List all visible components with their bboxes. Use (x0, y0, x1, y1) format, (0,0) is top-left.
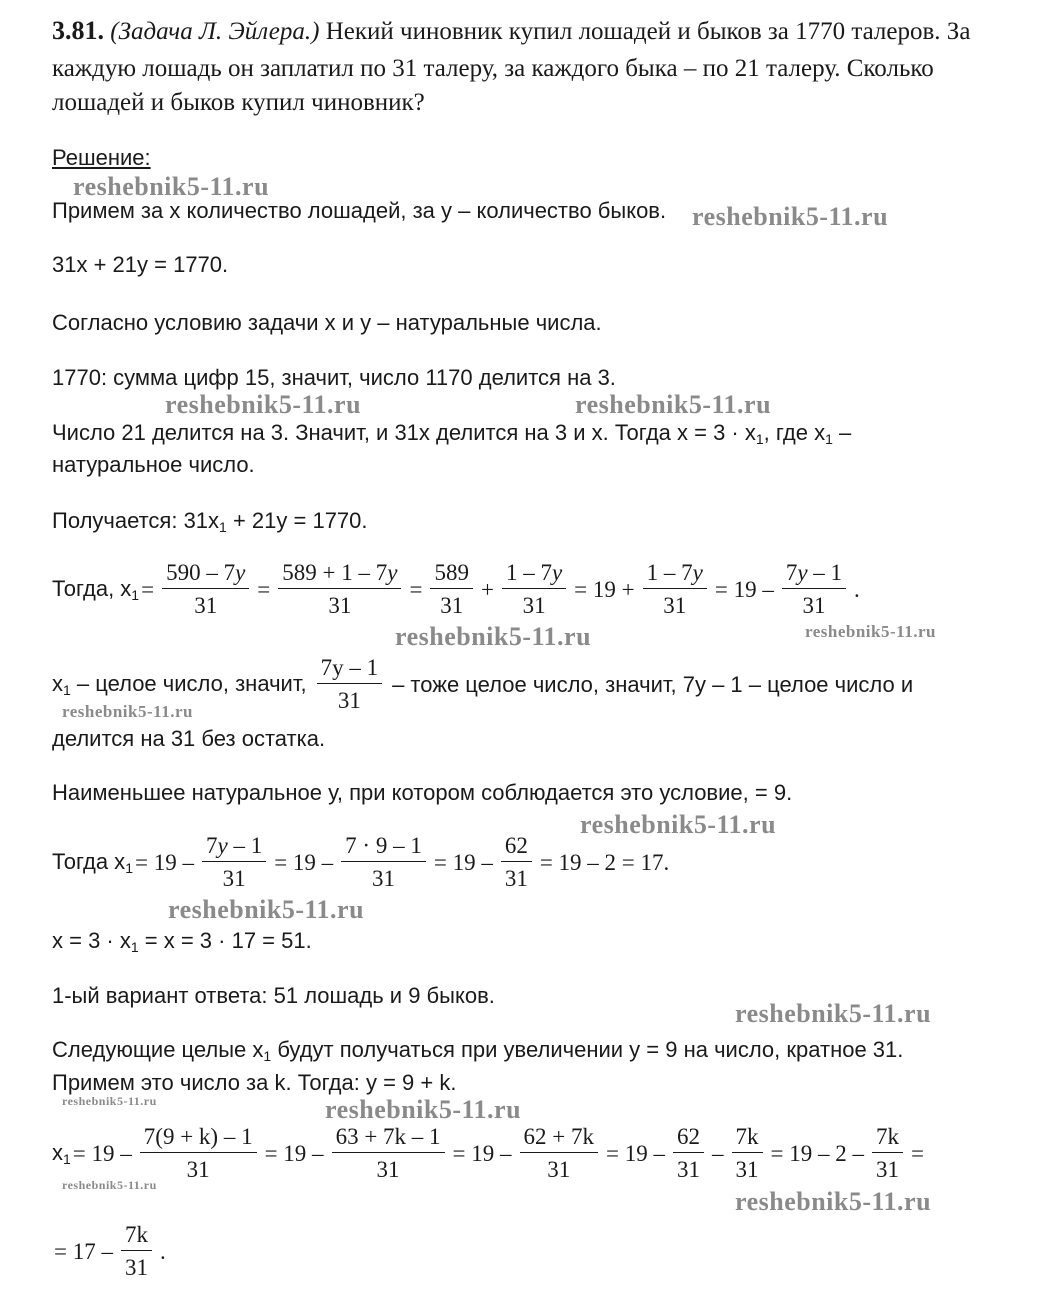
watermark: reshebnik5-11.ru (692, 202, 889, 231)
eq1-fraction-3: $\frac{589}{31}$ (430, 560, 473, 619)
eq1-fraction-4: $\frac{1 - 7y}{31}$ (502, 560, 566, 619)
watermark: reshebnik5-11.ru (580, 810, 777, 839)
watermark: reshebnik5-11.ru (805, 622, 936, 641)
eq2-fraction-3: $\frac{62}{31}$ (501, 833, 532, 892)
problem-condition-line-1 (52, 14, 970, 49)
eq2-fraction-1: $\frac{7y - 1}{31}$ (202, 833, 266, 892)
condition-text-3: лошадей и быков купил чиновник? (52, 89, 425, 116)
eq1-fraction-6: $\frac{7y - 1}{31}$ (782, 560, 846, 619)
fraction-equation-3: $х_1$ = 19 – $\frac{7(9 + k) - 1}{31}$ = 19 – $\frac{63 + 7k - 1}{31}$ = 19 – $\frac{62 + 7k}{31}$ = 19 – $\frac{62}{31}$ – $\frac{7k}{31}$ = 19 – 2 – $\frac{7k}{31}$ = (52, 1124, 924, 1182)
watermark: reshebnik5-11.ru (325, 1095, 522, 1124)
watermark: reshebnik5-11.ru (735, 999, 932, 1028)
solution-line-11: $х = 3 \cdot х_1 = х = 3 \cdot 17 = 51$. (52, 928, 312, 955)
eq1-fraction-2: $\frac{589 + 1 - 7y}{31}$ (278, 560, 401, 619)
solution-line-7: Получается: $31х_1 + 21у = 1770$. (52, 508, 368, 535)
line8-fraction: $\frac{7у - 1}{31}$ (317, 655, 383, 714)
solution-line-14: Примем это число за k. Тогда: у = 9 + k. (52, 1070, 457, 1095)
watermark: reshebnik5-11.ru (395, 622, 592, 651)
solution-line-3: Согласно условию задачи х и у – натуральные числа. (52, 310, 602, 335)
fraction-equation-4: = 17 – $\frac{7k}{31}$ . (54, 1222, 166, 1280)
eq3-fraction-2: $\frac{63 + 7k - 1}{31}$ (332, 1124, 445, 1183)
watermark: reshebnik5-11.ru (735, 1187, 932, 1216)
eq2-fraction-2: $\frac{7 \cdot 9 - 1}{31}$ (341, 833, 426, 892)
fraction-equation-2: Тогда $х_1$ = 19 – $\frac{7y - 1}{31}$ = 19 – $\frac{7 \cdot 9 - 1}{31}$ = 19 – $\frac{62}{31}$ = 19 – 2 = 17. (52, 833, 670, 891)
solution-line-10: Наименьшее натуральное у, при котором соблюдается это условие, = 9. (52, 780, 793, 805)
solution-line-9: делится на 31 без остатка. (52, 726, 326, 751)
solution-line-12: 1-ый вариант ответа: 51 лошадь и 9 быков. (52, 983, 495, 1008)
watermark: reshebnik5-11.ru (165, 390, 362, 419)
problem-source: (Задача Л. Эйлера.) (110, 18, 320, 45)
solution-line-5: Число 21 делится на 3. Значит, и 31х делится на 3 и х. Тогда $х = 3 \cdot х_1$, где $х_1$ – (52, 420, 852, 447)
condition-text-1: Некий чиновник купил лошадей и быков за 1770 талеров. За (325, 18, 971, 45)
eq1-fraction-1: $\frac{590 - 7y}{31}$ (162, 560, 249, 619)
eq3-fraction-3: $\frac{62 + 7k}{31}$ (520, 1124, 598, 1183)
eq1-fraction-5: $\frac{1 - 7y}{31}$ (643, 560, 707, 619)
solution-heading: Решение: (52, 145, 151, 170)
eq3-fraction-4: $\frac{62}{31}$ (673, 1124, 704, 1183)
solution-line-1: Примем за х количество лошадей, за у – количество быков. (52, 198, 667, 223)
watermark: reshebnik5-11.ru (73, 172, 270, 201)
problem-number: 3.81. (52, 16, 104, 45)
solution-line-4: 1770: сумма цифр 15, значит, число 1170 делится на 3. (52, 365, 616, 390)
solution-line-6: натуральное число. (52, 452, 255, 477)
watermark: reshebnik5-11.ru (168, 895, 365, 924)
eq3-fraction-5: $\frac{7k}{31}$ (732, 1124, 763, 1183)
solution-line-13: Следующие целые $х_1$ будут получаться при увеличении у = 9 на число, кратное 31. (52, 1037, 904, 1064)
eq4-fraction: $\frac{7k}{31}$ (121, 1222, 152, 1281)
eq3-fraction-6: $\frac{7k}{31}$ (872, 1124, 903, 1183)
solution-equation-main: 31х + 21у = 1770. (52, 252, 229, 277)
solution-line-8: $х_1$ – целое число, значит, $\frac{7у - 1}{31}$ – тоже целое число, значит, 7у – 1 – целое число и (52, 655, 914, 713)
eq3-fraction-1: $\frac{7(9 + k) - 1}{31}$ (140, 1124, 257, 1183)
eq1-prefix: Тогда, $х_1$ (52, 576, 140, 603)
watermark: reshebnik5-11.ru (62, 1178, 157, 1192)
watermark: reshebnik5-11.ru (575, 390, 772, 419)
watermark: reshebnik5-11.ru (62, 1094, 157, 1108)
watermark: reshebnik5-11.ru (62, 702, 193, 721)
condition-text-2: каждую лошадь он заплатил по 31 талеру, за каждого быка – по 21 талеру. Сколько (52, 55, 934, 82)
fraction-equation-1: Тогда, $х_1$ = $\frac{590 - 7y}{31}$ = $\frac{589 + 1 - 7y}{31}$ = $\frac{589}{31}$ + $\frac{1 - 7y}{31}$ = 19 + $\frac{1 - 7y}{31}$ = 19 – $\frac{7y - 1}{31}$ . (52, 560, 860, 618)
